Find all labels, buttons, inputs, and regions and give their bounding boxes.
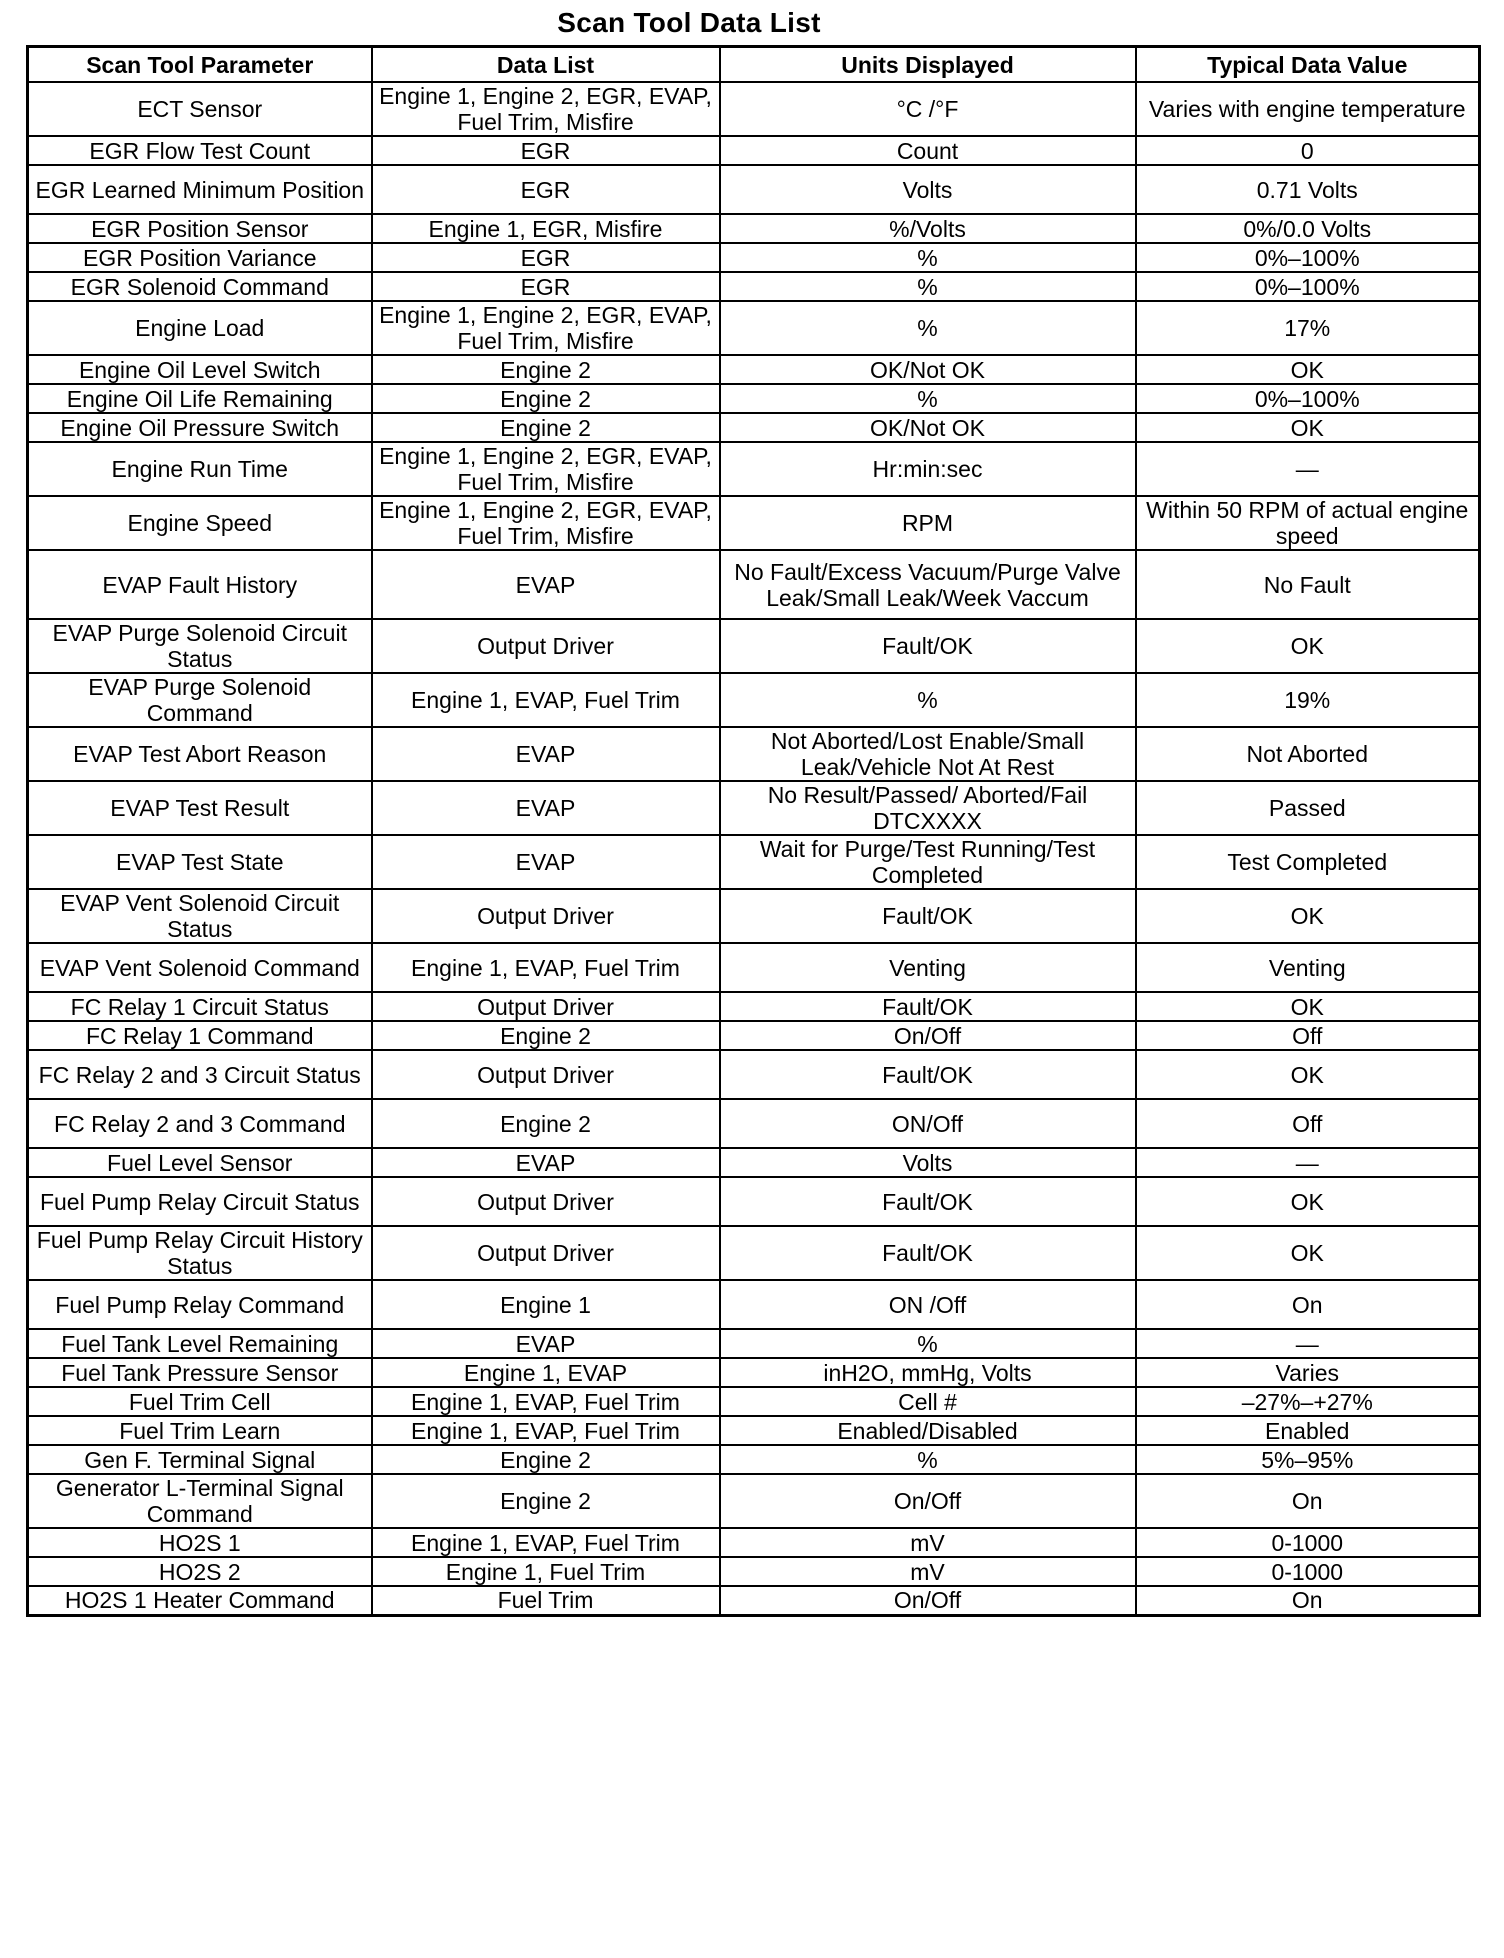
table-row bbox=[28, 1557, 1480, 1586]
cell-data-list: EGR bbox=[372, 243, 720, 272]
cell-parameter: Fuel Trim Learn bbox=[28, 1416, 372, 1445]
cell-typical-value: On bbox=[1136, 1586, 1480, 1615]
cell-parameter: Engine Oil Level Switch bbox=[28, 355, 372, 384]
cell-data-list: Engine 1 bbox=[372, 1280, 720, 1329]
cell-parameter: Fuel Pump Relay Command bbox=[28, 1280, 372, 1329]
cell-units: Fault/OK bbox=[720, 889, 1136, 943]
page-title: Scan Tool Data List bbox=[557, 7, 821, 38]
cell-units: % bbox=[720, 272, 1136, 301]
table-row bbox=[28, 82, 1480, 136]
table-row bbox=[28, 1148, 1480, 1177]
table-row bbox=[28, 301, 1480, 355]
cell-units: Fault/OK bbox=[720, 1226, 1136, 1280]
table-row bbox=[28, 673, 1480, 727]
table-row bbox=[28, 781, 1480, 835]
cell-data-list: Engine 1, Engine 2, EGR, EVAP, Fuel Trim, Misfire bbox=[372, 82, 720, 136]
scan-tool-data-table bbox=[26, 45, 1481, 1617]
cell-units: Fault/OK bbox=[720, 1050, 1136, 1099]
cell-parameter: HO2S 1 bbox=[28, 1528, 372, 1557]
cell-units: % bbox=[720, 673, 1136, 727]
cell-parameter: Gen F. Terminal Signal bbox=[28, 1445, 372, 1474]
cell-data-list: Engine 1, EVAP, Fuel Trim bbox=[372, 673, 720, 727]
cell-units: ON /Off bbox=[720, 1280, 1136, 1329]
cell-units: OK/Not OK bbox=[720, 413, 1136, 442]
table-row bbox=[28, 550, 1480, 619]
cell-typical-value: Within 50 RPM of actual engine speed bbox=[1136, 496, 1480, 550]
cell-data-list: Output Driver bbox=[372, 992, 720, 1021]
cell-typical-value: 19% bbox=[1136, 673, 1480, 727]
cell-typical-value: OK bbox=[1136, 1050, 1480, 1099]
cell-typical-value: 0%–100% bbox=[1136, 243, 1480, 272]
cell-parameter: Engine Oil Life Remaining bbox=[28, 384, 372, 413]
table-row bbox=[28, 214, 1480, 243]
cell-units: %/Volts bbox=[720, 214, 1136, 243]
cell-parameter: Generator L-Terminal Signal Command bbox=[28, 1474, 372, 1528]
table-row bbox=[28, 889, 1480, 943]
cell-typical-value: Venting bbox=[1136, 943, 1480, 992]
cell-units: Hr:min:sec bbox=[720, 442, 1136, 496]
cell-units: Fault/OK bbox=[720, 1177, 1136, 1226]
table-row bbox=[28, 355, 1480, 384]
cell-typical-value: 0-1000 bbox=[1136, 1557, 1480, 1586]
cell-parameter: EVAP Purge Solenoid Circuit Status bbox=[28, 619, 372, 673]
cell-typical-value: OK bbox=[1136, 1226, 1480, 1280]
cell-data-list: Engine 1, EVAP, Fuel Trim bbox=[372, 1528, 720, 1557]
cell-parameter: HO2S 2 bbox=[28, 1557, 372, 1586]
cell-parameter: HO2S 1 Heater Command bbox=[28, 1586, 372, 1615]
cell-units: mV bbox=[720, 1528, 1136, 1557]
cell-parameter: FC Relay 1 Circuit Status bbox=[28, 992, 372, 1021]
table-row bbox=[28, 1050, 1480, 1099]
cell-parameter: EGR Position Variance bbox=[28, 243, 372, 272]
table-row bbox=[28, 1528, 1480, 1557]
cell-parameter: Fuel Tank Pressure Sensor bbox=[28, 1358, 372, 1387]
cell-typical-value: 0.71 Volts bbox=[1136, 165, 1480, 214]
cell-typical-value: 17% bbox=[1136, 301, 1480, 355]
cell-parameter: Fuel Pump Relay Circuit Status bbox=[28, 1177, 372, 1226]
table-row bbox=[28, 1358, 1480, 1387]
cell-units: On/Off bbox=[720, 1021, 1136, 1050]
cell-units: Count bbox=[720, 136, 1136, 165]
cell-data-list: EGR bbox=[372, 136, 720, 165]
column-header-typical-value: Typical Data Value bbox=[1136, 47, 1480, 83]
cell-parameter: EVAP Test State bbox=[28, 835, 372, 889]
table-header-row bbox=[28, 47, 1480, 83]
cell-typical-value: OK bbox=[1136, 1177, 1480, 1226]
cell-data-list: Output Driver bbox=[372, 619, 720, 673]
table-row bbox=[28, 835, 1480, 889]
cell-units: % bbox=[720, 1329, 1136, 1358]
cell-typical-value: Varies with engine temperature bbox=[1136, 82, 1480, 136]
cell-typical-value: OK bbox=[1136, 619, 1480, 673]
cell-typical-value: –27%–+27% bbox=[1136, 1387, 1480, 1416]
cell-units: ON/Off bbox=[720, 1099, 1136, 1148]
table-row bbox=[28, 1329, 1480, 1358]
cell-units: % bbox=[720, 301, 1136, 355]
cell-typical-value: OK bbox=[1136, 889, 1480, 943]
cell-data-list: Engine 2 bbox=[372, 1474, 720, 1528]
cell-data-list: Output Driver bbox=[372, 1177, 720, 1226]
table-row bbox=[28, 272, 1480, 301]
cell-typical-value: — bbox=[1136, 442, 1480, 496]
cell-typical-value: 5%–95% bbox=[1136, 1445, 1480, 1474]
cell-parameter: FC Relay 2 and 3 Command bbox=[28, 1099, 372, 1148]
cell-data-list: Engine 2 bbox=[372, 413, 720, 442]
cell-typical-value: 0 bbox=[1136, 136, 1480, 165]
cell-units: inH2O, mmHg, Volts bbox=[720, 1358, 1136, 1387]
cell-typical-value: On bbox=[1136, 1280, 1480, 1329]
cell-parameter: EVAP Test Result bbox=[28, 781, 372, 835]
cell-parameter: EGR Learned Minimum Position bbox=[28, 165, 372, 214]
table-row bbox=[28, 442, 1480, 496]
cell-data-list: Engine 1, EVAP, Fuel Trim bbox=[372, 943, 720, 992]
cell-parameter: Engine Oil Pressure Switch bbox=[28, 413, 372, 442]
column-header-data-list: Data List bbox=[372, 47, 720, 83]
cell-parameter: FC Relay 1 Command bbox=[28, 1021, 372, 1050]
table-row bbox=[28, 413, 1480, 442]
cell-typical-value: 0-1000 bbox=[1136, 1528, 1480, 1557]
cell-data-list: Engine 2 bbox=[372, 1445, 720, 1474]
cell-parameter: FC Relay 2 and 3 Circuit Status bbox=[28, 1050, 372, 1099]
cell-data-list: Engine 2 bbox=[372, 384, 720, 413]
cell-data-list: EVAP bbox=[372, 1329, 720, 1358]
cell-parameter: EVAP Test Abort Reason bbox=[28, 727, 372, 781]
cell-data-list: Engine 1, EVAP bbox=[372, 1358, 720, 1387]
cell-data-list: Fuel Trim bbox=[372, 1586, 720, 1615]
cell-data-list: Output Driver bbox=[372, 1226, 720, 1280]
cell-units: Wait for Purge/Test Running/Test Completed bbox=[720, 835, 1136, 889]
cell-units: Fault/OK bbox=[720, 992, 1136, 1021]
cell-data-list: EGR bbox=[372, 165, 720, 214]
cell-units: No Fault/Excess Vacuum/Purge Valve Leak/Small Leak/Week Vaccum bbox=[720, 550, 1136, 619]
cell-units: Cell # bbox=[720, 1387, 1136, 1416]
table-row bbox=[28, 1586, 1480, 1615]
cell-data-list: Engine 1, EVAP, Fuel Trim bbox=[372, 1416, 720, 1445]
table-row bbox=[28, 1280, 1480, 1329]
cell-typical-value: No Fault bbox=[1136, 550, 1480, 619]
cell-units: mV bbox=[720, 1557, 1136, 1586]
cell-parameter: Engine Run Time bbox=[28, 442, 372, 496]
table-row bbox=[28, 727, 1480, 781]
table-row bbox=[28, 1021, 1480, 1050]
cell-typical-value: Test Completed bbox=[1136, 835, 1480, 889]
cell-typical-value: — bbox=[1136, 1148, 1480, 1177]
cell-typical-value: — bbox=[1136, 1329, 1480, 1358]
cell-units: On/Off bbox=[720, 1474, 1136, 1528]
table-row bbox=[28, 1226, 1480, 1280]
cell-units: Not Aborted/Lost Enable/Small Leak/Vehicle Not At Rest bbox=[720, 727, 1136, 781]
cell-parameter: EGR Flow Test Count bbox=[28, 136, 372, 165]
cell-parameter: EVAP Purge Solenoid Command bbox=[28, 673, 372, 727]
cell-parameter: Engine Speed bbox=[28, 496, 372, 550]
cell-parameter: Fuel Level Sensor bbox=[28, 1148, 372, 1177]
cell-data-list: EGR bbox=[372, 272, 720, 301]
cell-typical-value: OK bbox=[1136, 413, 1480, 442]
cell-typical-value: Enabled bbox=[1136, 1416, 1480, 1445]
cell-typical-value: 0%–100% bbox=[1136, 272, 1480, 301]
cell-data-list: Engine 1, Engine 2, EGR, EVAP, Fuel Trim, Misfire bbox=[372, 442, 720, 496]
table-row bbox=[28, 496, 1480, 550]
cell-data-list: Output Driver bbox=[372, 889, 720, 943]
cell-units: Volts bbox=[720, 165, 1136, 214]
cell-data-list: Engine 1, EGR, Misfire bbox=[372, 214, 720, 243]
table-row bbox=[28, 1474, 1480, 1528]
cell-parameter: EVAP Vent Solenoid Command bbox=[28, 943, 372, 992]
cell-data-list: EVAP bbox=[372, 1148, 720, 1177]
cell-units: No Result/Passed/ Aborted/Fail DTCXXXX bbox=[720, 781, 1136, 835]
cell-parameter: EVAP Vent Solenoid Circuit Status bbox=[28, 889, 372, 943]
cell-data-list: EVAP bbox=[372, 835, 720, 889]
table-row bbox=[28, 384, 1480, 413]
cell-units: % bbox=[720, 243, 1136, 272]
cell-typical-value: Varies bbox=[1136, 1358, 1480, 1387]
cell-parameter: Fuel Trim Cell bbox=[28, 1387, 372, 1416]
cell-parameter: ECT Sensor bbox=[28, 82, 372, 136]
cell-units: Venting bbox=[720, 943, 1136, 992]
cell-parameter: Fuel Tank Level Remaining bbox=[28, 1329, 372, 1358]
cell-typical-value: OK bbox=[1136, 355, 1480, 384]
cell-typical-value: Not Aborted bbox=[1136, 727, 1480, 781]
cell-units: RPM bbox=[720, 496, 1136, 550]
cell-units: % bbox=[720, 1445, 1136, 1474]
table-row bbox=[28, 136, 1480, 165]
cell-data-list: Engine 1, Engine 2, EGR, EVAP, Fuel Trim, Misfire bbox=[372, 496, 720, 550]
cell-data-list: Engine 2 bbox=[372, 355, 720, 384]
cell-units: OK/Not OK bbox=[720, 355, 1136, 384]
cell-data-list: Engine 2 bbox=[372, 1099, 720, 1148]
cell-parameter: EGR Position Sensor bbox=[28, 214, 372, 243]
table-row bbox=[28, 619, 1480, 673]
cell-units: Fault/OK bbox=[720, 619, 1136, 673]
table-row bbox=[28, 1445, 1480, 1474]
column-header-parameter: Scan Tool Parameter bbox=[28, 47, 372, 83]
cell-typical-value: Passed bbox=[1136, 781, 1480, 835]
cell-data-list: Engine 1, EVAP, Fuel Trim bbox=[372, 1387, 720, 1416]
cell-data-list: Engine 2 bbox=[372, 1021, 720, 1050]
table-row bbox=[28, 1416, 1480, 1445]
table-row bbox=[28, 1387, 1480, 1416]
cell-units: On/Off bbox=[720, 1586, 1136, 1615]
cell-data-list: Output Driver bbox=[372, 1050, 720, 1099]
cell-data-list: EVAP bbox=[372, 550, 720, 619]
cell-units: Volts bbox=[720, 1148, 1136, 1177]
cell-parameter: Fuel Pump Relay Circuit History Status bbox=[28, 1226, 372, 1280]
cell-typical-value: Off bbox=[1136, 1099, 1480, 1148]
cell-data-list: Engine 1, Engine 2, EGR, EVAP, Fuel Trim, Misfire bbox=[372, 301, 720, 355]
table-row bbox=[28, 943, 1480, 992]
cell-units: Enabled/Disabled bbox=[720, 1416, 1136, 1445]
cell-typical-value: OK bbox=[1136, 992, 1480, 1021]
cell-parameter: Engine Load bbox=[28, 301, 372, 355]
table-row bbox=[28, 1177, 1480, 1226]
table-row bbox=[28, 992, 1480, 1021]
cell-typical-value: Off bbox=[1136, 1021, 1480, 1050]
column-header-units: Units Displayed bbox=[720, 47, 1136, 83]
cell-parameter: EVAP Fault History bbox=[28, 550, 372, 619]
cell-typical-value: On bbox=[1136, 1474, 1480, 1528]
cell-data-list: Engine 1, Fuel Trim bbox=[372, 1557, 720, 1586]
table-row bbox=[28, 243, 1480, 272]
cell-units: °C /°F bbox=[720, 82, 1136, 136]
cell-data-list: EVAP bbox=[372, 781, 720, 835]
cell-typical-value: 0%/0.0 Volts bbox=[1136, 214, 1480, 243]
table-row bbox=[28, 1099, 1480, 1148]
cell-units: % bbox=[720, 384, 1136, 413]
table-row bbox=[28, 165, 1480, 214]
cell-typical-value: 0%–100% bbox=[1136, 384, 1480, 413]
cell-data-list: EVAP bbox=[372, 727, 720, 781]
cell-parameter: EGR Solenoid Command bbox=[28, 272, 372, 301]
